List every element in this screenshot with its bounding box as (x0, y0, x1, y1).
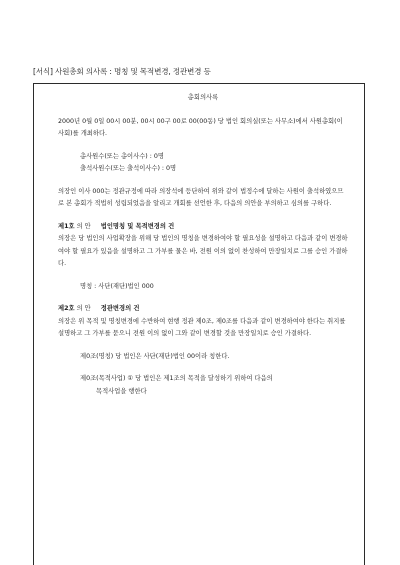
minutes-body (58, 92, 348, 398)
article-purpose-line1: 제0조(목적사업) ① 당 법인은 제1조의 목적을 달성하기 위하여 다음의 (80, 375, 273, 382)
article-purpose-line2: 목적사업을 행한다 (96, 387, 147, 395)
agenda1-label: 의 안 (76, 222, 91, 230)
agenda2-body: 의장은 위 목적 및 명칭변경에 수반하여 현행 정관 제0조, 제0조를 다음과 같이 변경하여야 한다는 취지를 설명하고 그 가부를 묻으니 전원 이의 없이 그와 같이 변경할 것을 만장일치로 승인 가결하다. (58, 317, 346, 337)
agenda1-name-line: 명칭 : 사단(재단)법인 000 (80, 282, 154, 290)
article-name-line: 제0조(명칭) 당 법인은 사단(재단)법인 00이라 칭한다. (80, 352, 230, 360)
agenda2-heading (58, 303, 348, 316)
agenda1-title: 법인명칭 및 목적변경의 건 (100, 222, 175, 230)
chair-paragraph: 의장인 이사 000는 정관규정에 따라 의장석에 등단하여 위와 같이 법정수에 달하는 사원이 출석하였으므로 본 총회가 적법히 성립되었음을 알리고 개회를 선언한 후, 다음의 의안을 부의하고 심의를 구하다. (58, 187, 344, 207)
minutes-title: 총회의사록 (187, 94, 219, 101)
agenda2-label: 의 안 (76, 305, 91, 312)
agenda2-number: 제2호 (58, 305, 75, 312)
agenda1-heading (58, 221, 348, 234)
document-header: [서식] 사원총회 의사록 : 명칭 및 목적변경, 정관변경 등 (33, 67, 211, 76)
present-members-line: 출석사원수(또는 출석이사수) : 0명 (80, 165, 177, 172)
agenda1-body: 의장은 당 법인의 사업확장을 위해 당 법인의 명칭을 변경하여야 할 필요성을 설명하고 다음과 같이 변경하여야 할 필요가 있음을 설명하고 그 가부를 물은 바, 전원 이의 없이 찬성하여 만장일치로 그를 승인 가결하다. (58, 235, 348, 267)
intro-paragraph: 2000년 0월 0일 00시 00분, 00시 00구 00로 00(00동) 당 법인 회의실(또는 사무소)에서 사원총회(이사회)를 개최하다. (58, 117, 343, 137)
agenda2-title: 정관변경의 건 (100, 305, 140, 312)
agenda1-number: 제1호 (58, 222, 75, 230)
total-members-line: 총사원수(또는 총이사수) : 0명 (80, 152, 164, 160)
